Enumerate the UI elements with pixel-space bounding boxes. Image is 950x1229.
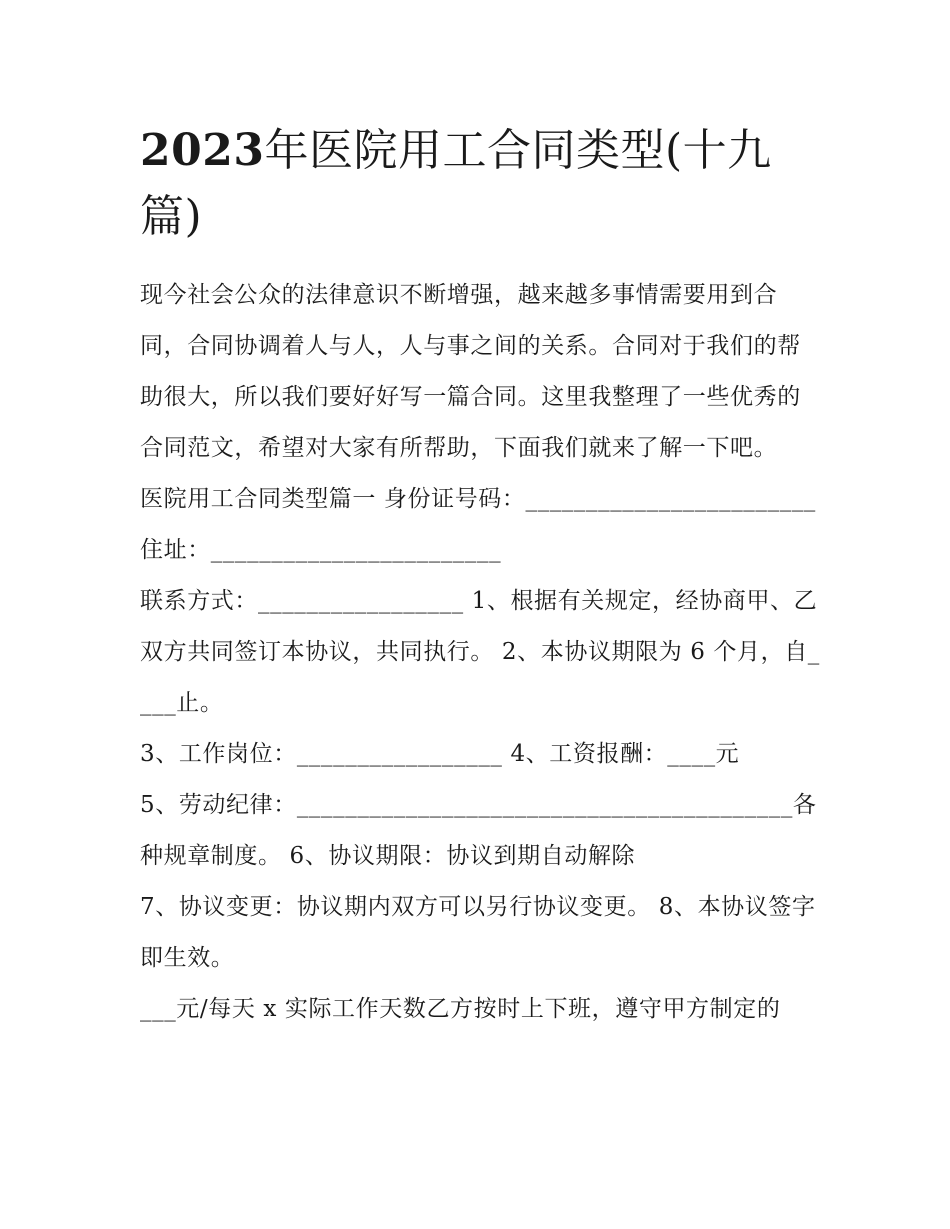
paragraph-contact: 联系方式：_________________ 1、根据有关规定，经协商甲、乙双方共同签订本协议，共同执行。 2、本协议期限为 6 个月，自____止。	[140, 588, 820, 716]
paragraph-daily-wage: ___元/每天 x 实际工作天数乙方按时上下班，遵守甲方制定的	[140, 996, 781, 1022]
document-title	[140, 118, 820, 250]
intro-paragraph: 现今社会公众的法律意识不断增强，越来越多事情需要用到合同，合同协调着人与人，人与事之间的关系。合同对于我们的帮助很大，所以我们要好好写一篇合同。这里我整理了一些优秀的合同范文，希望对大家有所帮助，下面我们就来了解一下吧。	[140, 282, 801, 461]
title-text: 年医院用工合同类型(十九篇)	[140, 125, 772, 242]
paragraph-address: 住址：________________________	[140, 537, 502, 563]
paragraph-discipline: 5、劳动纪律：_________________________________________各种规章制度。 6、协议期限：协议到期自动解除	[140, 792, 817, 869]
paragraph-position-salary: 3、工作岗位：_________________ 4、工资报酬：____元	[140, 741, 740, 767]
paragraph-id-number: 医院用工合同类型篇一 身份证号码：________________________	[140, 486, 816, 512]
paragraph-agreement-change: 7、协议变更：协议期内双方可以另行协议变更。 8、本协议签字即生效。	[140, 894, 816, 971]
document-page	[140, 118, 820, 1035]
title-year: 2023	[140, 125, 265, 176]
